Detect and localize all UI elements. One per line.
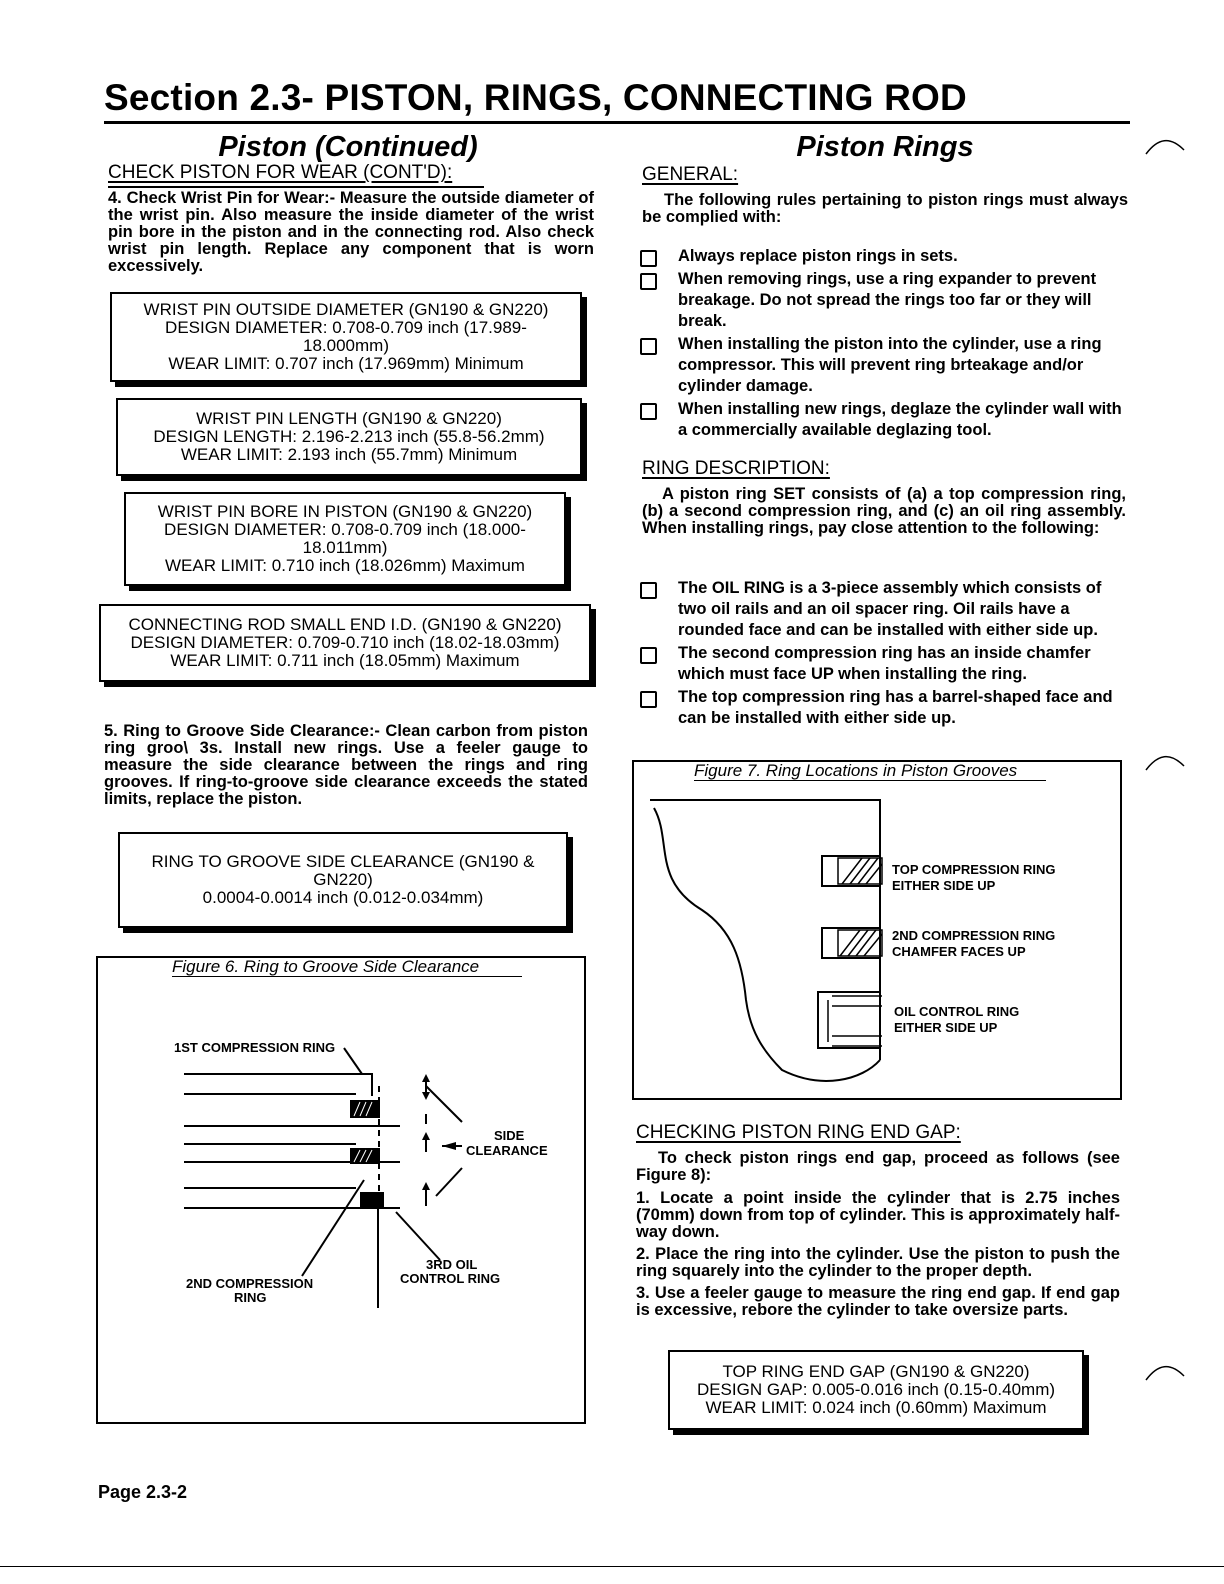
end-gap-intro: To check piston rings end gap, proceed as follows (see Figure 8): xyxy=(636,1149,1120,1184)
top-ring-end-gap-box xyxy=(668,1350,1084,1430)
section-title: Section 2.3- PISTON, RINGS, CONNECTING ROD xyxy=(104,77,967,118)
label-top-either: EITHER SIDE UP xyxy=(892,878,996,893)
note-text: The top compression ring has a barrel-shaped face and can be installed with either side up. xyxy=(678,688,1113,727)
checkbox-icon xyxy=(640,403,657,420)
label-second-chamfer: CHAMFER FACES UP xyxy=(892,944,1026,959)
checkbox-icon xyxy=(640,250,657,267)
box-line: WEAR LIMIT: 0.710 inch (18.026mm) Maximum xyxy=(165,556,525,575)
label-oil-either: EITHER SIDE UP xyxy=(894,1020,998,1035)
box-line: DESIGN DIAMETER: 0.708-0.709 inch (17.989- 18.000mm) xyxy=(165,318,527,355)
left-heading: Piston (Continued) xyxy=(218,131,478,163)
end-gap-step-3: 3. Use a feeler gauge to measure the ring end gap. If end gap is excessive, rebore the cylinder to take oversize parts. xyxy=(636,1284,1120,1319)
groove-line xyxy=(184,1074,372,1096)
box-line: WRIST PIN BORE IN PISTON (GN190 & GN220) xyxy=(157,502,533,521)
checkbox-icon xyxy=(640,273,657,290)
list-item xyxy=(640,399,1128,441)
box-line: DESIGN DIAMETER: 0.708-0.709 inch (18.000- 18.011mm) xyxy=(164,520,526,557)
box-line: WEAR LIMIT: 0.707 inch (17.969mm) Minimum xyxy=(168,354,524,373)
list-item xyxy=(640,334,1128,397)
ring-description-text: A piston ring SET consists of (a) a top compression ring, (b) a second compression ring, and (c) an oil ring assembly. When installing rings, pay close attention to the following: xyxy=(642,485,1126,537)
list-item xyxy=(640,643,1128,685)
rule-text: Always replace piston rings in sets. xyxy=(678,247,958,265)
ring-3-section xyxy=(360,1192,384,1208)
end-gap-step-1: 1. Locate a point inside the cylinder that is 2.75 inches (70mm) down from top of cylinder. This is approximately half-way down. xyxy=(636,1189,1120,1241)
label-side: SIDE xyxy=(494,1128,525,1143)
note-text: The second compression ring has an inside chamfer which must face UP when installing the ring. xyxy=(678,644,1091,683)
figure-6-caption: Figure 6. Ring to Groove Side Clearance xyxy=(172,957,480,976)
box-line: DESIGN GAP: 0.005-0.016 inch (0.15-0.40mm) xyxy=(696,1380,1056,1399)
note-text: The OIL RING is a 3-piece assembly which consists of two oil rails and an oil spacer ring. Oil rails have a rounded face and can be installed with either side up. xyxy=(678,579,1102,639)
paragraph-5: 5. Ring to Groove Side Clearance:- Clean carbon from piston ring groo\ 3s. Install new rings. Use a feeler gauge to measure the side clearance between the rings and ring grooves. If ring-to-groove side clearance exceeds the stated limits, replace the piston. xyxy=(104,722,588,808)
box-line: WRIST PIN LENGTH (GN190 & GN220) xyxy=(196,409,502,428)
box-line: WRIST PIN OUTSIDE DIAMETER (GN190 & GN220) xyxy=(143,300,549,319)
general-text: The following rules pertaining to piston rings must always be complied with: xyxy=(642,191,1128,226)
checkbox-icon xyxy=(640,582,657,599)
list-item xyxy=(640,246,1128,267)
checkbox-icon xyxy=(640,691,657,708)
list-item xyxy=(640,578,1128,641)
page-number: Page 2.3-2 xyxy=(98,1482,188,1502)
label-top-ring: TOP COMPRESSION RING xyxy=(892,862,1056,877)
rule-text: When installing new rings, deglaze the cylinder wall with a commercially available deglazing tool. xyxy=(678,400,1122,439)
title-rule xyxy=(104,121,1130,124)
check-piston-subheading: CHECK PISTON FOR WEAR (CONT'D): xyxy=(108,162,453,183)
box-line: TOP RING END GAP (GN190 & GN220) xyxy=(722,1362,1030,1381)
right-heading: Piston Rings xyxy=(796,131,974,163)
box-line: DESIGN LENGTH: 2.196-2.213 inch (55.8-56.2mm) xyxy=(153,427,545,446)
label-oil-ring: OIL CONTROL RING xyxy=(894,1004,1020,1019)
list-item xyxy=(640,269,1128,332)
end-gap-heading: CHECKING PISTON RING END GAP: xyxy=(636,1122,961,1143)
wrist-pin-length-box xyxy=(116,398,582,476)
label-clearance: CLEARANCE xyxy=(466,1143,548,1158)
wrist-pin-od-box xyxy=(110,292,582,382)
label-2nd-ring: RING xyxy=(234,1290,267,1305)
rules-list xyxy=(640,246,1128,443)
label-3rd-control: CONTROL RING xyxy=(400,1271,501,1286)
paragraph-4: 4. Check Wrist Pin for Wear:- Measure the outside diameter of the wrist pin. Also measure the inside diameter of the wrist pin bore in the piston and in the connecting rod. Also check wrist pin length. Replace any component that is worn excessively. xyxy=(108,189,594,275)
connecting-rod-box xyxy=(99,604,591,682)
wrist-pin-bore-box xyxy=(124,492,566,586)
figure-7-caption: Figure 7. Ring Locations in Piston Grooves xyxy=(694,761,1018,780)
checkbox-icon xyxy=(640,647,657,664)
label-1st-ring: 1ST COMPRESSION RING xyxy=(174,1040,336,1055)
box-line: DESIGN DIAMETER: 0.709-0.710 inch (18.02-18.03mm) xyxy=(130,633,560,652)
rule-text: When removing rings, use a ring expander to prevent breakage. Do not spread the rings too far or they will break. xyxy=(678,270,1097,330)
subheading-rule xyxy=(108,186,484,188)
binder-marks xyxy=(1140,130,1190,1390)
bottom-rule xyxy=(0,1566,1224,1567)
box-line: WEAR LIMIT: 2.193 inch (55.7mm) Minimum xyxy=(180,445,518,464)
box-line: CONNECTING ROD SMALL END I.D. (GN190 & GN220) xyxy=(128,615,562,634)
checkbox-icon xyxy=(640,338,657,355)
ring-description-heading: RING DESCRIPTION: xyxy=(642,458,830,479)
box-line: WEAR LIMIT: 0.711 inch (18.05mm) Maximum xyxy=(170,651,520,670)
rule-text: When installing the piston into the cylinder, use a ring compressor. This will prevent ring brteakage and/or cylinder damage. xyxy=(678,335,1102,395)
end-gap-step-2: 2. Place the ring into the cylinder. Use the piston to push the ring squarely into the cylinder to the proper depth. xyxy=(636,1245,1120,1280)
box-line: RING TO GROOVE SIDE CLEARANCE (GN190 & GN220) xyxy=(151,852,535,889)
label-2nd-compression: 2ND COMPRESSION xyxy=(186,1276,314,1291)
box-line: 0.0004-0.0014 inch (0.012-0.034mm) xyxy=(202,888,484,907)
ring-groove-clearance-box xyxy=(118,832,568,928)
label-second-ring: 2ND COMPRESSION RING xyxy=(892,928,1056,943)
box-line: WEAR LIMIT: 0.024 inch (0.60mm) Maximum xyxy=(705,1398,1047,1417)
list-item xyxy=(640,687,1128,729)
label-3rd-oil: 3RD OIL xyxy=(426,1257,478,1272)
ring-notes-list xyxy=(640,578,1128,731)
general-heading: GENERAL: xyxy=(642,164,739,185)
figure-6-diagram xyxy=(96,956,586,1424)
